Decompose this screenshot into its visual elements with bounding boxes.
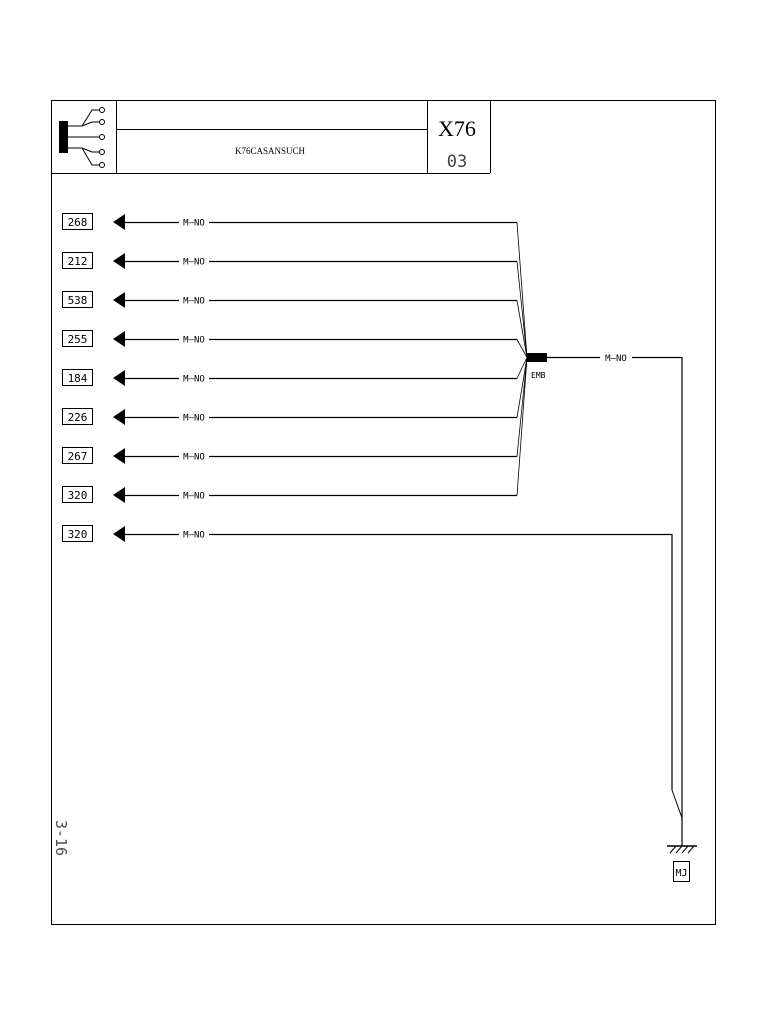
- splice-fan-line: [517, 358, 527, 496]
- arrow-left-icon: [113, 214, 125, 230]
- wire-row: [63, 358, 528, 465]
- splice-label: EMB: [531, 371, 546, 380]
- splice-fan-line: [517, 223, 527, 358]
- connector-code: X76: [438, 116, 476, 141]
- circuit-label: 320: [67, 489, 88, 502]
- arrow-left-icon: [113, 370, 125, 386]
- circuit-label: 212: [67, 255, 88, 268]
- wire-row: [63, 214, 528, 358]
- wire-color-label: M—NO: [183, 335, 205, 346]
- splice-output-wire-label: M—NO: [605, 354, 627, 364]
- circuit-label: 226: [67, 411, 88, 424]
- wire-row: [63, 358, 528, 426]
- splice-block: [527, 353, 547, 362]
- wire-color-label: M—NO: [183, 257, 205, 268]
- wire-row: [63, 526, 673, 543]
- wire-color-label: M—NO: [183, 374, 205, 385]
- arrow-left-icon: [113, 487, 125, 503]
- wire-color-label: M—NO: [183, 491, 205, 502]
- wire-row: [63, 358, 528, 504]
- circuit-label: 268: [67, 216, 88, 229]
- arrow-left-icon: [113, 526, 125, 542]
- wire-row: [63, 253, 528, 358]
- arrow-left-icon: [113, 253, 125, 269]
- ground-label: MJ: [675, 868, 688, 879]
- wire-color-label: M—NO: [183, 413, 205, 424]
- wire-color-label: M—NO: [183, 452, 205, 463]
- wire-color-label: M—NO: [183, 218, 205, 229]
- circuit-label: 184: [67, 372, 88, 385]
- wire-row: [63, 292, 528, 358]
- arrow-left-icon: [113, 409, 125, 425]
- arrow-left-icon: [113, 331, 125, 347]
- wire-color-label: M—NO: [183, 296, 205, 307]
- wire-row: [63, 358, 528, 387]
- page-label: 3-16: [52, 819, 70, 857]
- wire-color-label: M—NO: [183, 530, 205, 541]
- circuit-label: 538: [67, 294, 88, 307]
- circuit-label: 267: [67, 450, 88, 463]
- circuit-label: 320: [67, 528, 88, 541]
- sheet-border: [52, 101, 716, 925]
- sheet-number: 03: [446, 152, 468, 172]
- arrow-left-icon: [113, 292, 125, 308]
- title-block: [51, 100, 491, 174]
- title-description: K76CASANSUCH: [234, 146, 306, 156]
- connector-icon: [59, 108, 105, 168]
- wire-row: [63, 331, 528, 358]
- circuit-label: 255: [67, 333, 88, 346]
- wire-rows: [63, 214, 673, 543]
- splice: [527, 351, 682, 818]
- arrow-left-icon: [113, 448, 125, 464]
